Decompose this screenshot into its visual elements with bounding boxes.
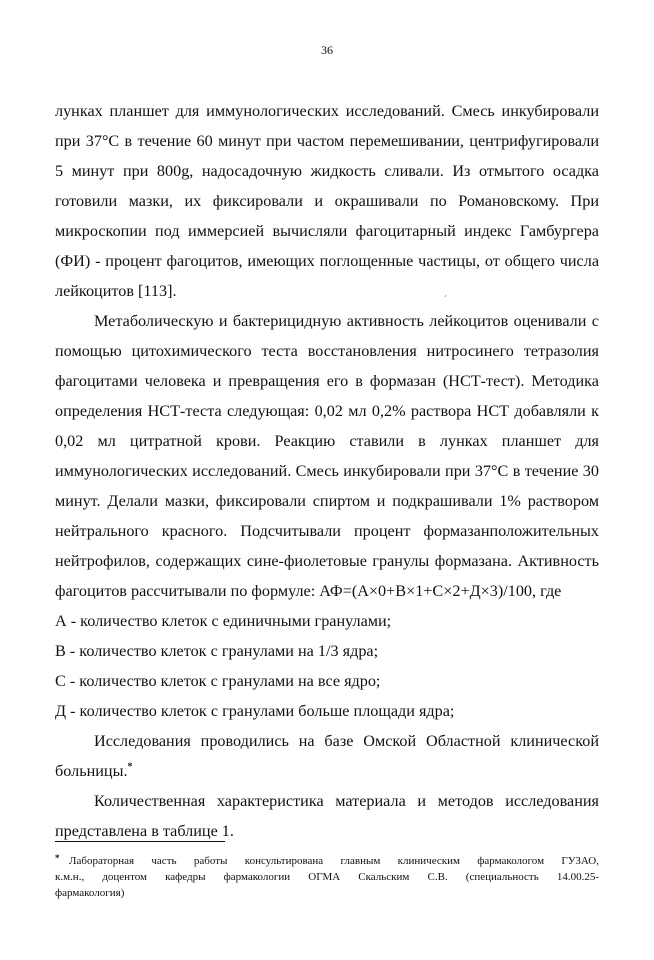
paragraph-first-line: Количественная характеристика материала и методов исследования (94, 792, 599, 810)
footnote-line: к.м.н., доцентом кафедры фармакологии ОГМА Скальским С.В. (специальность 14.00.25- (55, 871, 599, 883)
text-line: фагоцитами человека и превращения его в формазан (НСТ-тест). Методика (55, 372, 599, 390)
footnote-line: фармакология) (55, 887, 125, 899)
text-line: лейкоцитов [113]. (55, 282, 177, 300)
text-line: помощью цитохимического теста восстановления нитросинего тетразолия (55, 342, 599, 360)
list-item: В - количество клеток с гранулами на 1/3 ядра; (55, 642, 379, 660)
text-line: микроскопии под иммерсией вычисляли фагоцитарный индекс Гамбургера (55, 222, 599, 240)
list-item: Д - количество клеток с гранулами больше площади ядра; (55, 702, 455, 720)
footnote-text: Лабораторная часть работы консультирована главным клиническим фармакологом ГУЗАО, (69, 855, 599, 867)
stray-mark: ´ (444, 294, 447, 304)
text-fragment: больницы. (55, 762, 128, 780)
text-line: нейтрофилов, содержащих сине-фиолетовые гранулы формазана. Активность (55, 552, 599, 570)
footnote-line (55, 855, 599, 868)
page-number: 36 (321, 43, 333, 57)
text-line: готовили мазки, их фиксировали и окрашивали по Романовскому. При (55, 192, 599, 210)
text-line: лунках планшет для иммунологических исследований. Смесь инкубировали (55, 102, 599, 120)
text-line: 5 минут при 800g, надосадочную жидкость сливали. Из отмытого осадка (55, 162, 599, 180)
text-line: 0,02 мл цитратной крови. Реакцию ставили в лунках планшет для (55, 432, 599, 450)
text-line: иммунологических исследований. Смесь инкубировали при 37°С в течение 30 (55, 462, 599, 480)
text-line: нейтрального красного. Подсчитывали процент формазанположительных (55, 522, 599, 540)
text-line: минут. Делали мазки, фиксировали спиртом и подкрашивали 1% раствором (55, 492, 599, 510)
text-line: (ФИ) - процент фагоцитов, имеющих поглощенные частицы, от общего числа (55, 252, 599, 270)
footnote-marker: * (55, 853, 60, 863)
text-line: представлена в таблице 1. (55, 822, 234, 840)
footnote-reference: * (127, 761, 133, 773)
text-line: при 37°С в течение 60 минут при частом перемешивании, центрифугировали (55, 132, 599, 150)
footnote-separator (55, 841, 225, 842)
paragraph-first-line: Исследования проводились на базе Омской Областной клинической (94, 732, 599, 750)
text-line-with-footnote (55, 761, 599, 781)
paragraph-first-line: Метаболическую и бактерицидную активность лейкоцитов оценивали с (94, 312, 599, 330)
list-item: С - количество клеток с гранулами на все ядро; (55, 672, 381, 690)
list-item: А - количество клеток с единичными гранулами; (55, 612, 392, 630)
text-line: определения НСТ-теста следующая: 0,02 мл 0,2% раствора НСТ добавляли к (55, 402, 599, 420)
formula-line: фагоцитов рассчитывали по формуле: АФ=(А×0+В×1+С×2+Д×3)/100, где (55, 582, 562, 600)
